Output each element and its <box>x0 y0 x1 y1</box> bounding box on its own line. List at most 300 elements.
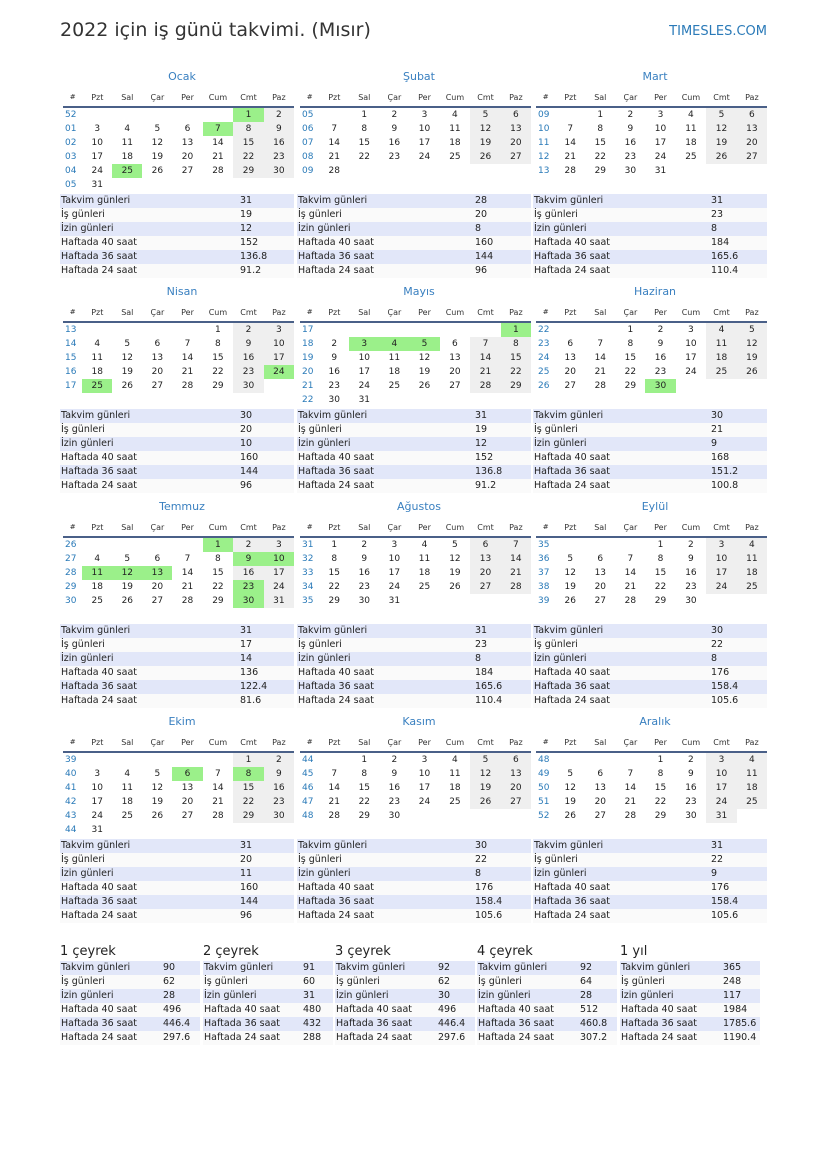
day-cell: 16 <box>388 783 401 793</box>
stat-value: 92 <box>438 962 451 973</box>
period-summary <box>620 943 760 1045</box>
week-row <box>300 322 531 337</box>
day-cell: 5 <box>409 337 439 351</box>
day-cell: 22 <box>501 365 531 379</box>
stat-value: 184 <box>475 667 494 678</box>
day-cell: 9 <box>391 124 398 134</box>
day-cell <box>737 379 767 393</box>
day-cell: 8 <box>597 124 604 134</box>
stat-value: 496 <box>163 1004 182 1015</box>
week-number: 30 <box>65 596 77 606</box>
day-cell: 12 <box>418 353 431 363</box>
stat-value: 152 <box>475 452 494 463</box>
stat-label: Takvim günleri <box>534 195 604 206</box>
week-number: 27 <box>65 554 77 564</box>
day-cell: 6 <box>172 767 202 781</box>
stat-row <box>60 638 294 652</box>
week-row <box>300 150 531 164</box>
day-cell: 19 <box>151 152 164 162</box>
month-calendar <box>297 500 531 608</box>
day-cell: 16 <box>328 367 340 377</box>
week-number: 09 <box>302 166 314 176</box>
week-number: 29 <box>65 582 77 592</box>
day-cell: 12 <box>470 767 501 781</box>
day-cell: 2 <box>688 540 694 550</box>
day-cell: 21 <box>328 797 340 807</box>
stat-value: 20 <box>475 209 488 220</box>
stat-row <box>335 1031 475 1045</box>
day-cell <box>737 164 767 178</box>
calendar-table <box>63 88 294 192</box>
day-cell <box>470 164 501 178</box>
day-cell: 30 <box>645 379 675 393</box>
week-row <box>536 379 767 393</box>
day-cell: 23 <box>264 795 294 809</box>
stat-value: 31 <box>475 625 488 636</box>
day-cell: 11 <box>418 554 431 564</box>
stat-row <box>60 895 294 909</box>
day-cell: 6 <box>737 107 767 122</box>
weekday-label: Per <box>409 733 439 752</box>
day-cell: 18 <box>91 582 103 592</box>
day-cell <box>555 322 585 337</box>
stat-value: 62 <box>438 976 451 987</box>
week-number: 40 <box>65 769 77 779</box>
day-cell <box>82 107 112 122</box>
weekday-label: Pzt <box>319 733 349 752</box>
day-cell: 3 <box>706 537 737 552</box>
day-cell: 13 <box>564 353 576 363</box>
period-title: 1 yıl <box>620 944 648 959</box>
day-cell: 28 <box>328 811 340 821</box>
day-cell: 24 <box>706 795 737 809</box>
day-cell: 12 <box>564 783 576 793</box>
day-cell: 22 <box>212 367 224 377</box>
stat-label: İş günleri <box>61 854 105 865</box>
weekday-label: # <box>300 733 319 752</box>
stat-row <box>60 1031 200 1045</box>
day-cell: 28 <box>181 381 194 391</box>
day-cell: 26 <box>449 582 461 592</box>
weekday-header <box>536 518 767 537</box>
stat-label: Haftada 40 saat <box>534 452 610 463</box>
stat-label: Haftada 36 saat <box>298 466 374 477</box>
week-row <box>63 322 294 337</box>
stat-row <box>477 1003 617 1017</box>
stat-row <box>297 479 531 493</box>
day-cell: 31 <box>358 395 371 405</box>
day-cell: 21 <box>328 152 340 162</box>
day-cell: 25 <box>737 580 767 594</box>
day-cell: 8 <box>361 769 368 779</box>
day-cell <box>379 164 409 178</box>
day-cell: 24 <box>685 367 697 377</box>
stat-row <box>60 652 294 666</box>
day-cell <box>319 752 349 767</box>
day-cell: 5 <box>452 540 458 550</box>
day-cell: 25 <box>449 152 461 162</box>
day-cell: 20 <box>181 797 194 807</box>
stat-value: 31 <box>303 990 316 1001</box>
day-cell: 30 <box>624 166 637 176</box>
day-cell: 19 <box>564 797 576 807</box>
week-number: 19 <box>302 353 314 363</box>
day-cell: 25 <box>737 795 767 809</box>
stat-row <box>620 1003 760 1017</box>
day-cell: 23 <box>358 582 371 592</box>
day-cell: 17 <box>388 568 401 578</box>
day-cell: 18 <box>685 138 697 148</box>
day-cell: 20 <box>181 152 194 162</box>
day-cell <box>501 594 531 608</box>
stat-value: 176 <box>711 667 730 678</box>
month-calendar <box>60 70 294 192</box>
weekday-label: Paz <box>264 518 294 537</box>
brand-link[interactable]: TIMESLES.COM <box>669 24 767 39</box>
stat-label: Haftada 24 saat <box>61 480 137 491</box>
stat-label: Haftada 36 saat <box>298 681 374 692</box>
weekday-label: # <box>536 518 555 537</box>
day-cell: 23 <box>388 152 401 162</box>
stat-value: 8 <box>475 653 482 664</box>
stat-row <box>533 222 767 236</box>
day-cell: 31 <box>706 809 737 823</box>
week-number: 44 <box>65 825 77 835</box>
stat-label: Haftada 24 saat <box>621 1032 697 1043</box>
day-cell <box>349 322 379 337</box>
stat-value: 31 <box>240 195 253 206</box>
stat-label: İzin günleri <box>298 868 351 879</box>
week-number: 52 <box>65 110 77 120</box>
week-row <box>63 823 294 837</box>
day-cell: 27 <box>449 381 461 391</box>
day-cell <box>349 164 379 178</box>
day-cell: 16 <box>624 138 637 148</box>
day-cell: 26 <box>151 166 164 176</box>
day-cell: 13 <box>142 566 172 580</box>
day-cell: 11 <box>737 552 767 566</box>
month-name: Eylül <box>641 500 669 513</box>
stat-label: İş günleri <box>621 976 665 987</box>
weekday-label: Pzt <box>555 88 585 107</box>
day-cell: 7 <box>627 554 634 564</box>
week-number: 13 <box>538 166 550 176</box>
day-cell <box>203 107 234 122</box>
weekday-label: Pzt <box>82 303 112 322</box>
weekday-label: # <box>300 88 319 107</box>
stat-label: Haftada 40 saat <box>204 1004 280 1015</box>
day-cell: 4 <box>379 337 409 351</box>
week-number: 48 <box>302 811 314 821</box>
week-row <box>536 795 767 809</box>
day-cell: 27 <box>151 381 164 391</box>
weekday-label: Cum <box>440 518 471 537</box>
day-cell: 31 <box>91 180 103 190</box>
weekday-label: Paz <box>501 303 531 322</box>
day-cell: 2 <box>657 325 664 335</box>
week-row <box>63 537 294 552</box>
stat-value: 8 <box>475 868 482 879</box>
day-cell: 26 <box>121 596 134 606</box>
stat-row <box>60 853 294 867</box>
stat-value: 105.6 <box>711 910 739 921</box>
stat-value: 460.8 <box>580 1018 608 1029</box>
day-cell: 3 <box>264 537 294 552</box>
weekday-header <box>536 733 767 752</box>
day-cell: 14 <box>624 568 637 578</box>
stat-row <box>533 236 767 250</box>
stat-label: Haftada 40 saat <box>298 452 374 463</box>
stat-label: Haftada 36 saat <box>336 1018 412 1029</box>
day-cell: 19 <box>470 136 501 150</box>
day-cell: 28 <box>470 379 501 393</box>
day-cell: 2 <box>233 322 264 337</box>
day-cell: 15 <box>233 136 264 150</box>
week-number: 13 <box>65 325 77 335</box>
day-cell: 15 <box>501 351 531 365</box>
stat-value: 8 <box>475 223 482 234</box>
day-cell: 26 <box>564 811 576 821</box>
day-cell <box>142 322 172 337</box>
weekday-label: Çar <box>142 733 172 752</box>
day-cell <box>172 537 202 552</box>
day-cell: 23 <box>685 582 697 592</box>
day-cell <box>470 393 501 407</box>
stat-value: 100.8 <box>711 480 739 491</box>
day-cell: 15 <box>654 568 667 578</box>
stat-label: Haftada 36 saat <box>534 896 610 907</box>
stat-value: 91.2 <box>475 480 497 491</box>
day-cell: 4 <box>124 124 131 134</box>
weekday-label: Cum <box>440 88 471 107</box>
day-cell: 2 <box>391 755 398 765</box>
day-cell: 15 <box>358 783 371 793</box>
weekday-label: Sal <box>585 518 615 537</box>
stat-label: Haftada 24 saat <box>478 1032 554 1043</box>
day-cell: 7 <box>203 122 234 136</box>
day-cell: 22 <box>233 150 264 164</box>
stat-label: Haftada 24 saat <box>61 695 137 706</box>
weekday-label: # <box>300 518 319 537</box>
day-cell <box>585 752 615 767</box>
calendar-table <box>536 303 767 393</box>
week-row <box>300 164 531 178</box>
stat-row <box>60 437 294 451</box>
stat-value: 62 <box>163 976 176 987</box>
stat-value: 30 <box>240 410 253 421</box>
stat-row <box>533 666 767 680</box>
weekday-label: Cum <box>203 303 234 322</box>
weekday-label: Pzt <box>555 733 585 752</box>
stat-row <box>60 479 294 493</box>
week-number: 10 <box>538 124 550 134</box>
day-cell: 11 <box>737 767 767 781</box>
stat-label: Takvim günleri <box>298 410 368 421</box>
stat-value: 10 <box>240 438 253 449</box>
day-cell: 10 <box>264 552 294 566</box>
stat-row <box>533 680 767 694</box>
weekday-label: # <box>536 733 555 752</box>
weekday-label: Cum <box>440 733 471 752</box>
weekday-label: Pzt <box>82 733 112 752</box>
stat-label: Haftada 36 saat <box>298 896 374 907</box>
weekday-label: # <box>63 733 82 752</box>
day-cell: 4 <box>124 769 131 779</box>
day-cell: 28 <box>501 580 531 594</box>
month-calendar <box>533 285 767 393</box>
stat-label: Haftada 40 saat <box>534 237 610 248</box>
week-number: 51 <box>538 797 550 807</box>
day-cell: 25 <box>112 164 142 178</box>
day-cell <box>706 379 737 393</box>
period-stats <box>335 961 475 1045</box>
day-cell: 29 <box>233 164 264 178</box>
weekday-label: Pzt <box>555 518 585 537</box>
stat-value: 288 <box>303 1032 322 1043</box>
weekday-header <box>63 518 294 537</box>
day-cell: 26 <box>470 795 501 809</box>
stat-value: 96 <box>240 910 253 921</box>
day-cell: 17 <box>418 138 431 148</box>
day-cell: 24 <box>706 580 737 594</box>
day-cell: 13 <box>594 568 607 578</box>
week-number: 49 <box>538 769 550 779</box>
day-cell: 21 <box>181 582 194 592</box>
stat-value: 512 <box>580 1004 599 1015</box>
period-stats <box>203 961 333 1045</box>
stat-label: İş günleri <box>298 854 342 865</box>
page-title: 2022 için iş günü takvimi. (Mısır) <box>60 19 371 41</box>
day-cell: 19 <box>737 351 767 365</box>
week-row <box>300 351 531 365</box>
weekday-header <box>63 733 294 752</box>
month-name: Temmuz <box>159 500 205 513</box>
week-number: 25 <box>538 367 550 377</box>
weekday-header <box>300 518 531 537</box>
day-cell: 24 <box>654 152 667 162</box>
week-number: 24 <box>538 353 550 363</box>
week-number: 41 <box>65 783 77 793</box>
stat-value: 160 <box>240 452 259 463</box>
stat-label: Haftada 36 saat <box>61 251 137 262</box>
stat-value: 446.4 <box>163 1018 191 1029</box>
weekday-label: Çar <box>142 88 172 107</box>
period-title: 4 çeyrek <box>477 944 533 959</box>
day-cell: 19 <box>121 367 134 377</box>
month-name: Haziran <box>633 285 677 298</box>
day-cell: 15 <box>654 783 667 793</box>
stat-value: 12 <box>240 223 253 234</box>
day-cell: 1 <box>233 107 264 122</box>
day-cell: 1 <box>501 322 531 337</box>
day-cell: 8 <box>657 769 664 779</box>
stat-row <box>203 989 333 1003</box>
weekday-label: Paz <box>737 733 767 752</box>
month-stats <box>297 194 531 278</box>
stat-label: Haftada 24 saat <box>298 910 374 921</box>
day-cell: 30 <box>685 811 697 821</box>
day-cell: 17 <box>358 367 371 377</box>
stat-row <box>297 194 531 208</box>
stat-value: 28 <box>163 990 176 1001</box>
week-row <box>536 107 767 122</box>
day-cell: 6 <box>597 554 604 564</box>
day-cell: 9 <box>264 122 294 136</box>
day-cell: 11 <box>449 124 461 134</box>
period-summary <box>477 943 617 1045</box>
week-row <box>300 767 531 781</box>
day-cell: 7 <box>501 537 531 552</box>
day-cell: 29 <box>212 596 224 606</box>
day-cell: 21 <box>181 367 194 377</box>
day-cell: 14 <box>328 138 340 148</box>
week-number: 01 <box>65 124 77 134</box>
week-number: 15 <box>65 353 77 363</box>
day-cell <box>379 322 409 337</box>
stat-value: 165.6 <box>475 681 503 692</box>
week-number: 48 <box>538 755 550 765</box>
month-name: Ağustos <box>397 500 441 513</box>
day-cell: 25 <box>388 381 401 391</box>
stat-label: Takvim günleri <box>298 625 368 636</box>
stat-label: İş günleri <box>534 639 578 650</box>
day-cell: 24 <box>358 381 371 391</box>
stat-label: Haftada 36 saat <box>204 1018 280 1029</box>
stat-label: İş günleri <box>204 976 248 987</box>
day-cell: 27 <box>181 166 194 176</box>
week-row <box>63 122 294 136</box>
weekday-label: Çar <box>615 518 645 537</box>
week-row <box>300 393 531 407</box>
day-cell <box>112 107 142 122</box>
stat-row <box>477 961 617 975</box>
stat-label: Haftada 24 saat <box>534 910 610 921</box>
week-row <box>63 795 294 809</box>
weekday-label: Cmt <box>233 518 264 537</box>
stat-value: 90 <box>163 962 176 973</box>
day-cell: 2 <box>361 540 368 550</box>
day-cell: 29 <box>594 166 607 176</box>
stat-row <box>335 1003 475 1017</box>
day-cell: 25 <box>82 379 112 393</box>
stat-value: 307.2 <box>580 1032 608 1043</box>
stat-value: 60 <box>303 976 316 987</box>
day-cell: 21 <box>594 367 607 377</box>
weekday-label: Cum <box>676 733 707 752</box>
week-row <box>300 379 531 393</box>
day-cell: 26 <box>564 596 576 606</box>
day-cell: 5 <box>470 107 501 122</box>
week-row <box>63 809 294 823</box>
month-calendar <box>297 285 531 407</box>
stat-row <box>533 208 767 222</box>
stat-label: Haftada 24 saat <box>61 265 137 276</box>
day-cell: 18 <box>737 781 767 795</box>
day-cell: 9 <box>688 554 694 564</box>
day-cell: 13 <box>181 783 194 793</box>
day-cell <box>142 107 172 122</box>
day-cell: 2 <box>391 110 398 120</box>
day-cell: 7 <box>331 769 338 779</box>
day-cell: 4 <box>94 339 101 349</box>
weekday-label: Pzt <box>82 518 112 537</box>
week-number: 38 <box>538 582 550 592</box>
day-cell: 7 <box>331 124 338 134</box>
day-cell: 15 <box>212 568 224 578</box>
stat-row <box>297 236 531 250</box>
day-cell <box>172 178 202 192</box>
week-row <box>536 337 767 351</box>
